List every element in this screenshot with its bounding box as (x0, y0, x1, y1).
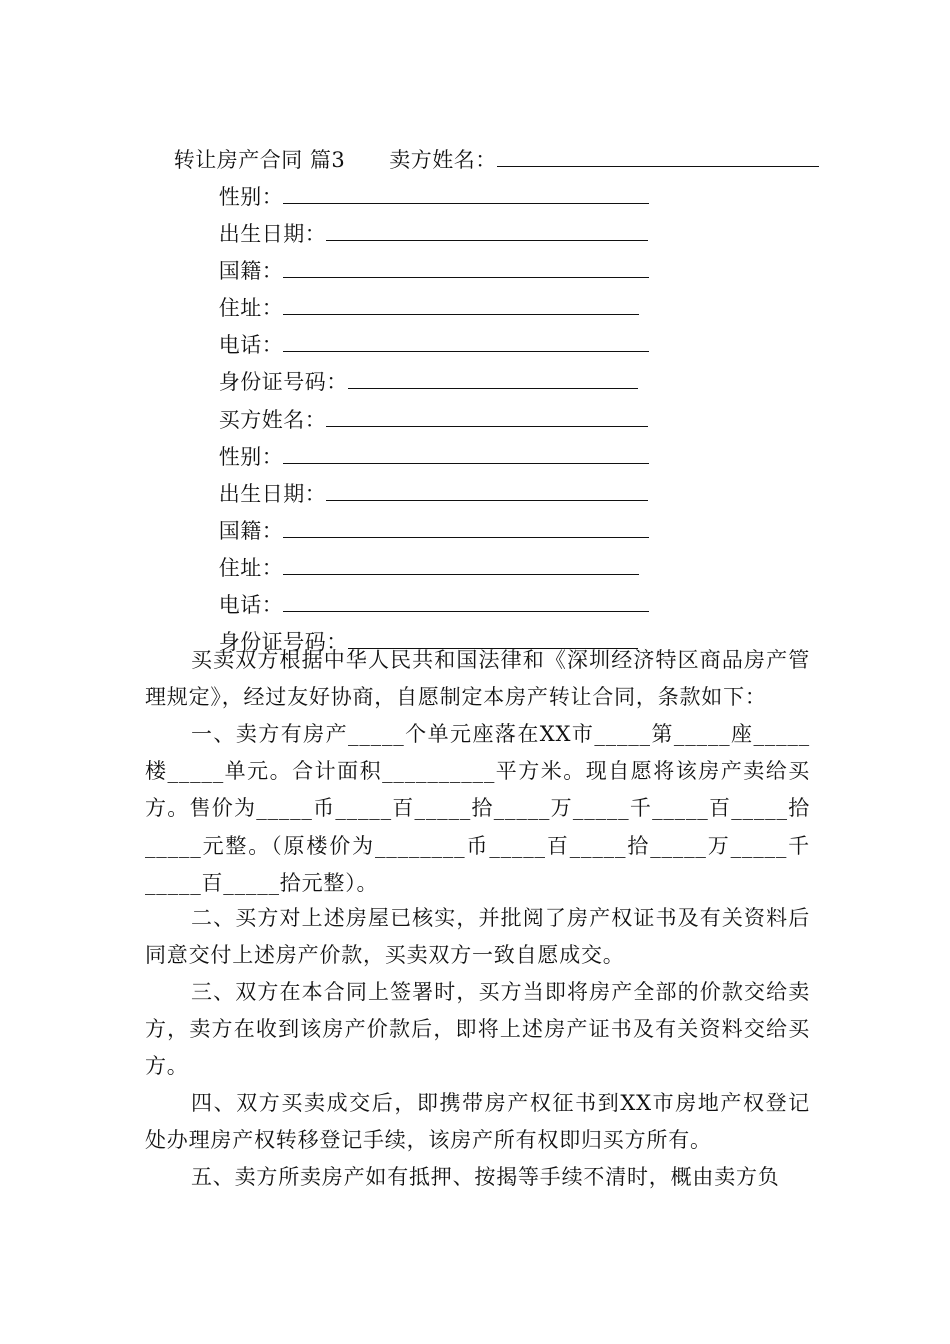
field-label: 出生日期： (218, 482, 327, 506)
paragraph-clause-4: 四、双方买卖成交后，即携带房产权征书到XX市房地产权登记处办理房产权转移登记手续，该房产所有权即归买方所有。 (145, 1091, 810, 1153)
seller-name-label: 卖方姓名： (389, 148, 497, 172)
field-label: 买方姓名： (218, 408, 327, 432)
field-label: 性别： (218, 445, 284, 469)
field-label: 电话： (218, 593, 284, 617)
field-label: 住址： (218, 296, 284, 320)
field-label: 电话： (218, 333, 284, 357)
field-label: 出生日期： (218, 222, 327, 246)
field-label: 性别： (218, 185, 284, 209)
paragraph-clause-3: 三、双方在本合同上签署时，买方当即将房产全部的价款交给卖方，卖方在收到该房产价款后，即将上述房产证书及有关资料交给买方。 (145, 980, 810, 1079)
paragraph-clause-2: 二、买方对上述房屋已核实，并批阅了房产权证书及有关资料后同意交付上述房产价款，买卖双方一致自愿成交。 (145, 906, 810, 968)
field-label: 国籍： (218, 259, 284, 283)
field-label: 身份证号码： (218, 370, 348, 394)
field-label: 身份证号码： (218, 630, 348, 654)
field-label: 住址： (218, 556, 284, 580)
field-label: 国籍： (218, 519, 284, 543)
paragraph-clause-5: 五、卖方所卖房产如有抵押、按揭等手续不清时，概由卖方负 (191, 1165, 780, 1189)
document-title: 转让房产合同 篇3 (173, 148, 346, 172)
paragraph-clause-1: 一、卖方有房产_____个单元座落在XX市_____第_____座_____楼_____单元。合计面积__________平方米。现自愿将该房产卖给买方。售价为_____币_____百_____拾_____万_____千_____百_____拾_____元整。（原楼价为________币_____百_____拾_____万_____千_____百_____拾元整）。 (145, 722, 810, 895)
paragraph-intro: 买卖双方根据中华人民共和国法律和《深圳经济特区商品房产管理规定》，经过友好协商，自愿制定本房产转让合同，条款如下： (145, 648, 810, 710)
